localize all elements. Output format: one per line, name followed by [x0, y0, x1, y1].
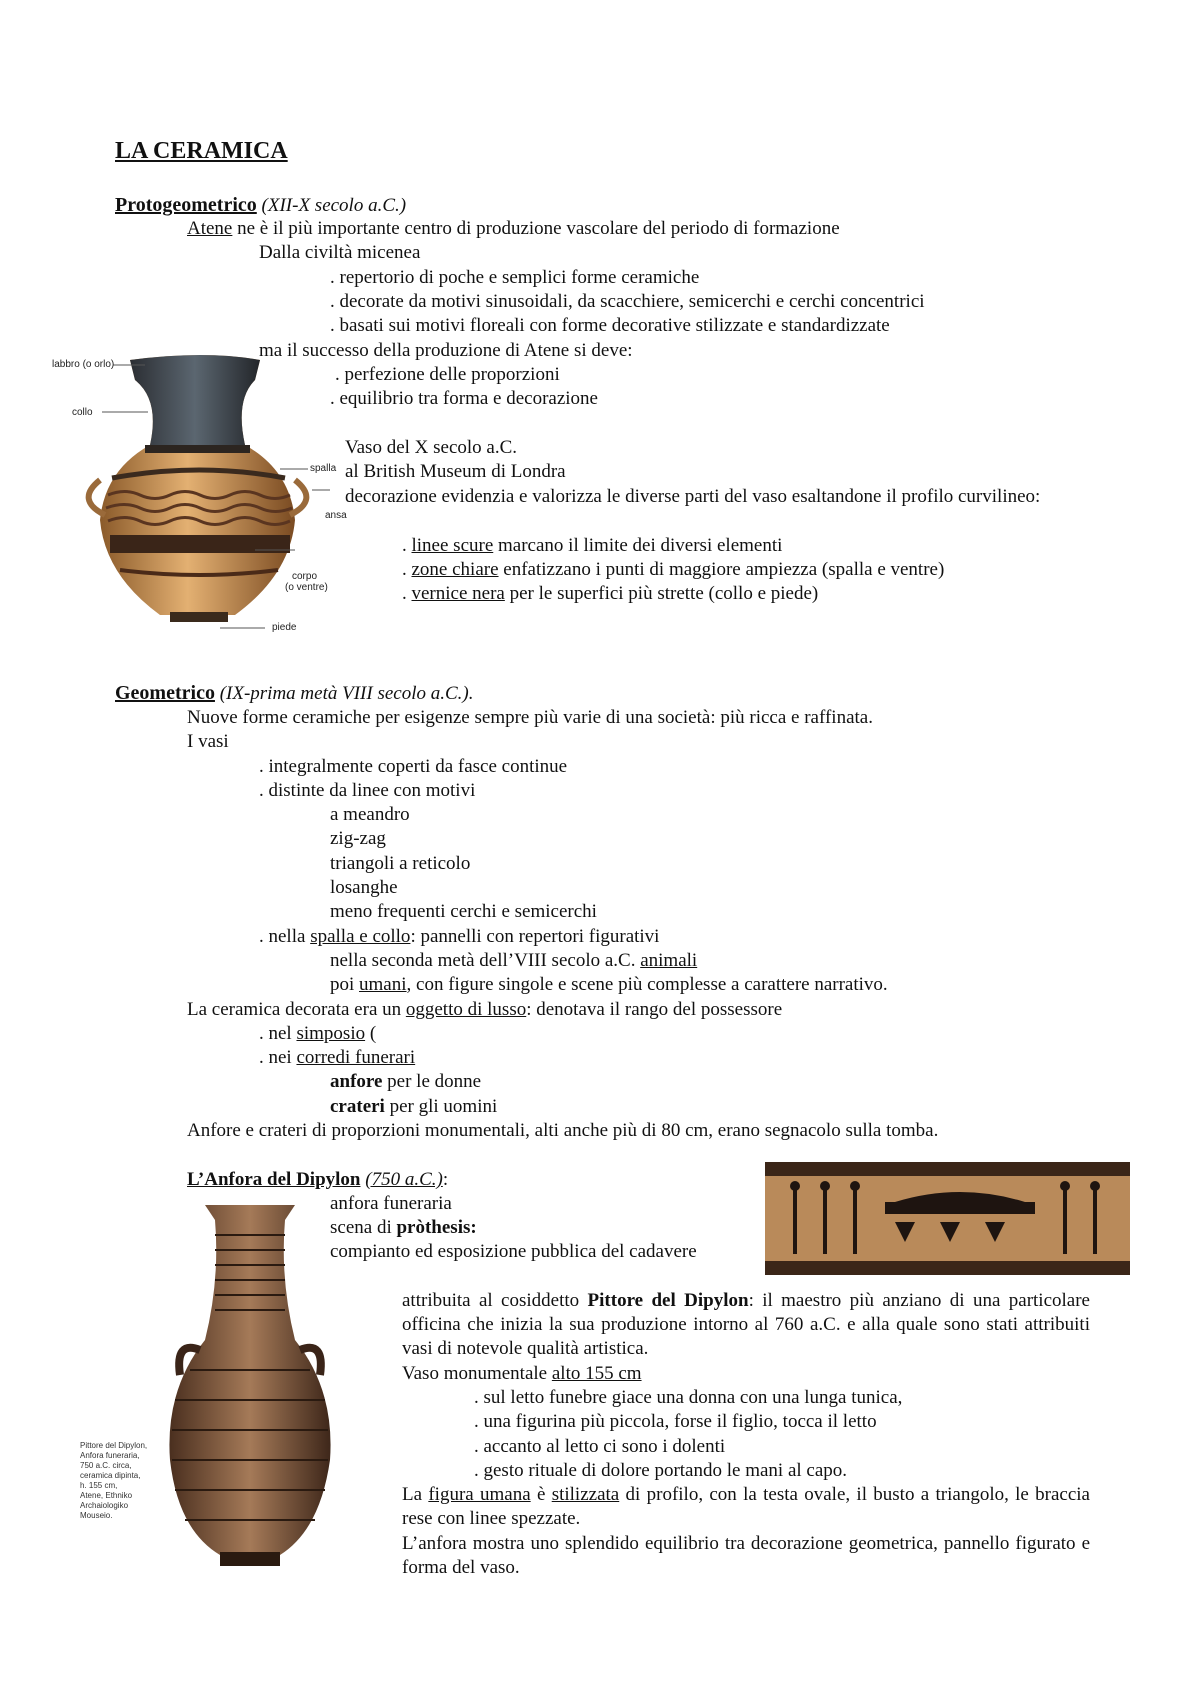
caption-line: Pittore del Dipylon, [80, 1441, 148, 1450]
simp-u: simposio [296, 1023, 366, 1044]
dipylon-caption [80, 1441, 147, 1521]
geo-nuove: Nuove forme ceramiche per esigenze sempre più varie di una società: più ricca e raffinata. [187, 707, 873, 728]
proto-successo: ma il successo della produzione di Atene si deve: [259, 340, 633, 361]
crateri-b: crateri [330, 1096, 385, 1117]
l2-b: pròthesis: [396, 1217, 477, 1238]
dipylon-figura [402, 1483, 1090, 1531]
dipylon-attribution [402, 1289, 1090, 1361]
corr-pre: . nei [259, 1047, 297, 1068]
attr-rest: : il maestro più anziano di una particolare officina che inizia la sua produzione intorno al 760 a.C. e alla quale sono stati attribuiti vasi di notevole qualità artistica. [402, 1290, 1090, 1359]
geo-v1: . integralmente coperti da fasce continue [259, 756, 568, 777]
d2-rest: enfatizzano i punti di maggiore ampiezza (spalla e ventre) [498, 559, 945, 580]
fig-u2: stilizzata [551, 1484, 620, 1505]
seconda-u: animali [640, 950, 698, 971]
lusso-rest: : denotava il rango del possessore [526, 999, 783, 1020]
dipylon-l2 [330, 1216, 477, 1240]
anfore-b: anfore [330, 1071, 383, 1092]
mon-pre: Vaso monumentale [402, 1363, 552, 1384]
caption-line: Anfora funeraria, [80, 1451, 140, 1460]
label-corpo: corpo [292, 571, 318, 582]
motivo-item: meno frequenti cerchi e semicerchi [330, 901, 597, 922]
attr-b: Pittore del Dipylon [587, 1290, 749, 1311]
proto-m3: . basati sui motivi floreali con forme decorative stilizzate e standardizzate [330, 315, 890, 336]
scene-item: . gesto rituale di dolore portando le mani al capo. [474, 1460, 848, 1481]
poi-rest: , con figure singole e scene più complesse a carattere narrativo. [406, 974, 888, 995]
geo-heading-line [115, 681, 474, 706]
fig-u1: figura umana [428, 1484, 531, 1505]
scene-item: . sul letto funebre giace una donna con una lunga tunica, [474, 1387, 903, 1408]
motivo-item: losanghe [330, 877, 398, 898]
proto-micenea: Dalla civiltà micenea [259, 242, 421, 263]
label-spalla: spalla [310, 463, 337, 474]
d1-u: linee scure [411, 535, 494, 556]
caption-line: ceramica dipinta, [80, 1471, 141, 1480]
dipylon-date: (750 a.C.) [365, 1169, 443, 1190]
caption-line: h. 155 cm, [80, 1481, 118, 1490]
geo-monumentali: Anfore e crateri di proporzioni monumentali, alti anche più di 80 cm, erano segnacolo sulla tomba. [187, 1120, 939, 1141]
geo-corredi [259, 1046, 415, 1070]
dipylon-monumentale [402, 1362, 642, 1386]
dipylon-l3: compianto ed esposizione pubblica del cadavere [330, 1241, 697, 1262]
scene-item: . accanto al letto ci sono i dolenti [474, 1436, 726, 1457]
fig-mid: è [530, 1484, 552, 1505]
motivo-item: a meandro [330, 804, 410, 825]
geo-nella [259, 925, 659, 949]
poi-pre: poi [330, 974, 360, 995]
atene-rest: ne è il più importante centro di produzione vascolare del periodo di formazione [232, 218, 840, 239]
caption-line: 750 a.C. circa, [80, 1461, 132, 1470]
d2-u: zone chiare [411, 559, 499, 580]
proto-atene-line [187, 217, 840, 241]
geo-ivasi: I vasi [187, 731, 229, 752]
dipylon-equilibrio: L’anfora mostra uno splendido equilibrio tra decorazione geometrica, pannello figurato e forma del vaso. [402, 1533, 1090, 1578]
simp-rest: ( [365, 1023, 377, 1044]
dipylon-colon: : [442, 1169, 449, 1190]
geo-simposio [259, 1022, 376, 1046]
d1-rest: marcano il limite dei diversi elementi [493, 535, 783, 556]
motivo-item: zig-zag [330, 828, 386, 849]
caption-line: Atene, Ethniko [80, 1491, 133, 1500]
lusso-u: oggetto di lusso [405, 999, 527, 1020]
geo-anfore [330, 1070, 481, 1094]
dipylon-amphora-image [160, 1200, 335, 1570]
geo-v2: . distinte da linee con motivi [259, 780, 476, 801]
corr-u: corredi funerari [296, 1047, 416, 1068]
proto-vaso3: decorazione evidenzia e valorizza le diverse parti del vaso esaltandone il profilo curvilineo: [345, 486, 1041, 507]
nella-pre: . nella [259, 926, 311, 947]
dipylon-heading: L’Anfora del Dipylon [187, 1169, 361, 1190]
proto-m2: . decorate da motivi sinusoidali, da scacchiere, semicerchi e cerchi concentrici [330, 291, 925, 312]
label-piede: piede [272, 622, 297, 633]
proto-heading-line [115, 193, 406, 218]
geo-lusso [187, 998, 782, 1022]
label-ventre: (o ventre) [285, 582, 328, 593]
geo-date: (IX-prima metà VIII secolo a.C.). [214, 683, 474, 704]
geo-heading: Geometrico [115, 682, 215, 704]
atene-word: Atene [187, 218, 233, 239]
prothesis-scene-image [765, 1162, 1130, 1275]
proto-d1: . linee scure marcano il limite dei diversi elementi [402, 535, 783, 556]
proto-heading: Protogeometrico [115, 194, 257, 216]
proto-vaso2: al British Museum di Londra [345, 461, 566, 482]
dipylon-heading-line [187, 1168, 448, 1192]
seconda-pre: nella seconda metà dell’VIII secolo a.C. [330, 950, 641, 971]
proto-s1: . perfezione delle proporzioni [335, 364, 560, 385]
geo-seconda [330, 949, 697, 973]
proto-m1: . repertorio di poche e semplici forme ceramiche [330, 267, 700, 288]
label-collo: collo [72, 407, 93, 418]
anfore-rest: per le donne [382, 1071, 482, 1092]
geo-poi [330, 973, 888, 997]
simp-pre: . nel [259, 1023, 297, 1044]
fig-pre: La [402, 1484, 429, 1505]
proto-d3: . vernice nera per le superfici più strette (collo e piede) [402, 583, 819, 604]
page-title: LA CERAMICA [115, 138, 288, 164]
caption-line: Archaiologiko [80, 1501, 129, 1510]
l2-pre: scena di [330, 1217, 397, 1238]
fig-rest: di profilo, con la testa ovale, il busto a triangolo, le braccia rese con linee spezzate. [402, 1484, 1090, 1529]
attr-pre: attribuita al cosiddetto [402, 1290, 588, 1311]
mon-u: alto 155 cm [551, 1363, 642, 1384]
d3-u: vernice nera [411, 583, 505, 604]
nella-rest: : pannelli con repertori figurativi [410, 926, 660, 947]
caption-line: Mouseio. [80, 1511, 113, 1520]
poi-u: umani [359, 974, 407, 995]
proto-s2: . equilibrio tra forma e decorazione [330, 388, 598, 409]
label-ansa: ansa [325, 510, 347, 521]
lusso-pre: La ceramica decorata era un [187, 999, 406, 1020]
motivo-item: triangoli a reticolo [330, 853, 471, 874]
crateri-rest: per gli uomini [384, 1096, 498, 1117]
proto-date: (XII-X secolo a.C.) [261, 195, 407, 216]
label-labbro: labbro (o orlo) [52, 359, 115, 370]
d3-rest: per le superfici più strette (collo e piede) [504, 583, 819, 604]
dipylon-l1: anfora funeraria [330, 1193, 452, 1214]
nella-u: spalla e collo [310, 926, 411, 947]
proto-vaso1: Vaso del X secolo a.C. [345, 437, 518, 458]
proto-d2: . zone chiare enfatizzano i punti di maggiore ampiezza (spalla e ventre) [402, 559, 945, 580]
geo-crateri [330, 1095, 497, 1119]
scene-item: . una figurina più piccola, forse il figlio, tocca il letto [474, 1411, 877, 1432]
